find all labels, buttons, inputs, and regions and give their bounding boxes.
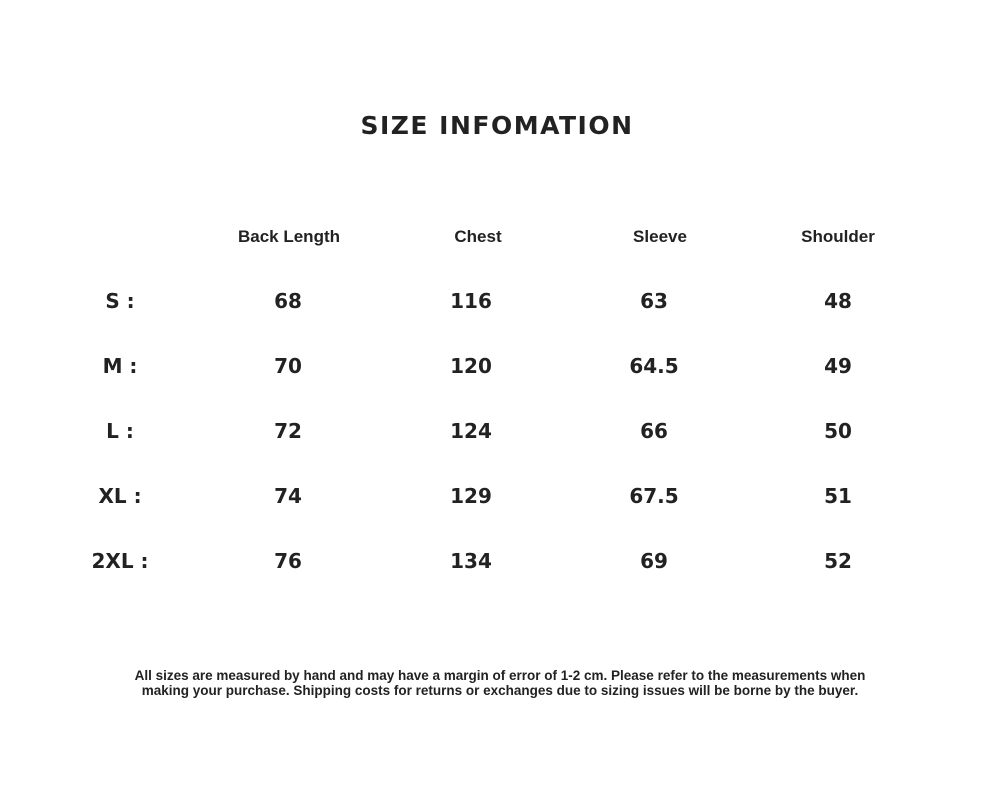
column-header-chest: Chest bbox=[454, 227, 502, 246]
table-cell: 74 bbox=[274, 484, 302, 508]
table-cell: 129 bbox=[450, 484, 492, 508]
table-cell: 49 bbox=[824, 354, 852, 378]
table-cell: 124 bbox=[450, 419, 492, 443]
table-cell: 48 bbox=[824, 289, 852, 313]
table-cell: 69 bbox=[640, 549, 668, 573]
table-cell: 72 bbox=[274, 419, 302, 443]
row-label-l: L : bbox=[106, 419, 134, 443]
column-header-shoulder: Shoulder bbox=[801, 227, 875, 246]
column-header-back-length: Back Length bbox=[237, 227, 341, 246]
table-cell: 63 bbox=[640, 289, 668, 313]
table-cell: 66 bbox=[640, 419, 668, 443]
table-cell: 116 bbox=[450, 289, 492, 313]
table-cell: 64.5 bbox=[629, 354, 679, 378]
table-cell: 50 bbox=[824, 419, 852, 443]
row-label-s: S : bbox=[105, 289, 135, 313]
table-cell: 134 bbox=[450, 549, 492, 573]
table-cell: 70 bbox=[274, 354, 302, 378]
disclaimer-line-1: All sizes are measured by hand and may have a margin of error of 1-2 cm. Please refer to the measurements when bbox=[134, 668, 866, 683]
table-cell: 51 bbox=[824, 484, 852, 508]
measurement-disclaimer bbox=[0, 668, 1000, 698]
row-label-m: M : bbox=[102, 354, 138, 378]
table-cell: 76 bbox=[274, 549, 302, 573]
disclaimer-line-2: making your purchase. Shipping costs for returns or exchanges due to sizing issues will be borne by the buyer. bbox=[141, 683, 859, 698]
row-label-2xl: 2XL : bbox=[91, 549, 149, 573]
column-header-sleeve: Sleeve bbox=[633, 227, 687, 246]
page-title: SIZE INFOMATION bbox=[360, 111, 634, 140]
table-cell: 52 bbox=[824, 549, 852, 573]
table-cell: 67.5 bbox=[629, 484, 679, 508]
table-cell: 68 bbox=[274, 289, 302, 313]
row-label-xl: XL : bbox=[98, 484, 142, 508]
table-cell: 120 bbox=[450, 354, 492, 378]
